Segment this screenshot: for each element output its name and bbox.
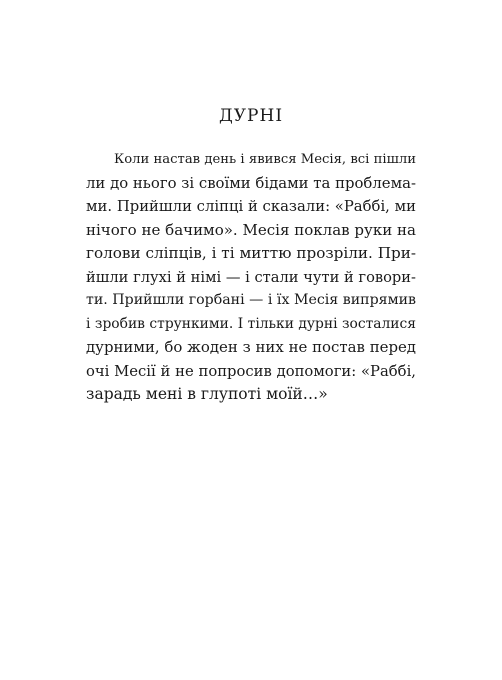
text-line: ти. Прийшли горбані — і їх Месія випрямив — [86, 292, 416, 308]
text-line: зарадь мені в глупоті моїй…» — [86, 385, 328, 403]
text-line: йшли глухі й німі — і стали чути й говори- — [86, 268, 416, 286]
text-line: ли до нього зі своїми бідами та проблема- — [86, 173, 416, 192]
text-line: очі Месії й не попросив допомоги: «Раббі, — [86, 362, 416, 380]
paragraph — [86, 148, 416, 407]
text-line: голови сліпців, і ті миттю прозріли. При- — [86, 244, 416, 262]
text-line: Коли настав день і явився Месія, всі пішли — [114, 152, 416, 167]
text-line: ми. Прийшли сліпці й сказали: «Раббі, ми — [86, 198, 416, 215]
text-line: нічого не бачимо». Месія поклав руки на — [86, 220, 416, 239]
chapter-title: ДУРНІ — [218, 106, 284, 126]
text-line: і зробив стрункими. І тільки дурні зосталися — [86, 315, 416, 332]
text-line: дурними, бо жоден з них не постав перед — [86, 338, 416, 356]
